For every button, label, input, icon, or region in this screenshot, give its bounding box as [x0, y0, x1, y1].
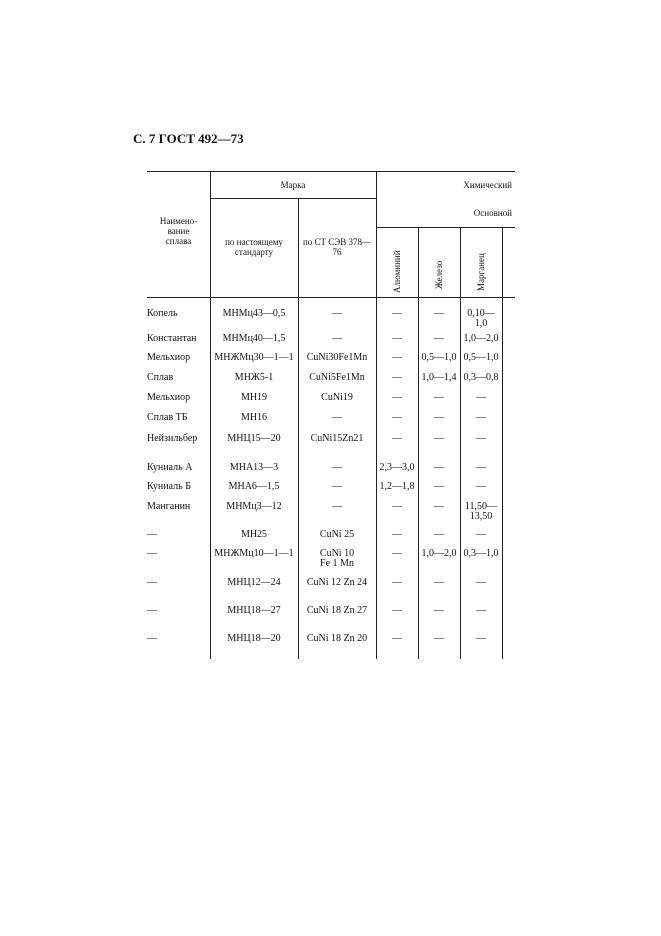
alloy-grade: МН25 — [240, 529, 268, 540]
header-name-line-3: сплава — [165, 236, 192, 246]
basic-rule — [376, 227, 515, 228]
body-rule-1 — [210, 297, 211, 659]
header-name-line-2: вание — [167, 226, 190, 236]
sev-grade: CuNi5Fe1Mn — [309, 372, 365, 383]
body-rule-6 — [502, 297, 503, 659]
sev-grade — [298, 549, 376, 569]
alloy-grade: МН16 — [240, 412, 268, 423]
header-chemical: Химический — [463, 180, 512, 190]
header-current-std — [210, 237, 298, 257]
header-name-line-1: Наимено- — [159, 216, 198, 226]
alloy-name: Куниаль А — [147, 462, 193, 473]
alloy-grade: МНЦ15—20 — [227, 433, 281, 444]
iron-value: 1,0—1,4 — [421, 372, 457, 383]
alloy-grade: МНЦ12—24 — [227, 577, 281, 588]
header-iron: Железо — [434, 260, 444, 289]
page-header: С. 7 ГОСТ 492—73 — [133, 131, 244, 146]
header-marka: Марка — [280, 180, 306, 190]
alloy-grade: МНЦ18—27 — [227, 605, 281, 616]
iron-value: — — [434, 633, 444, 644]
sev-grade: — — [332, 462, 342, 473]
iron-value: — — [434, 433, 444, 444]
sev-grade: CuNi30Fe1Mn — [306, 352, 368, 363]
body-rule-3 — [376, 297, 377, 659]
manganese-line-2: 1,0 — [474, 318, 488, 329]
manganese-value — [460, 502, 502, 522]
iron-value: — — [434, 333, 444, 344]
sev-grade: CuNi 18 Zn 27 — [306, 605, 368, 616]
table-top-rule — [147, 171, 515, 172]
alloy-grade: МНЖМц10—1—1 — [214, 548, 294, 559]
alloy-grade: МН19 — [240, 392, 268, 403]
manganese-value: 0,3—1,0 — [463, 548, 499, 559]
alloy-grade: МНЖМц30—1—1 — [214, 352, 294, 363]
alloy-name: Сплав — [147, 372, 174, 383]
sev-grade-line-1: CuNi 10 — [319, 548, 355, 559]
iron-value: — — [434, 501, 444, 512]
manganese-value: — — [476, 605, 486, 616]
alloy-grade: МНА6—1,5 — [228, 481, 280, 492]
iron-value: — — [434, 392, 444, 403]
header-st-sev — [298, 237, 376, 257]
aluminium-value: — — [392, 352, 402, 363]
iron-value: 0,5—1,0 — [421, 352, 457, 363]
aluminium-value: 1,2—1,8 — [379, 481, 415, 492]
aluminium-value: 2,3—3,0 — [379, 462, 415, 473]
sev-grade: CuNi15Zn21 — [310, 433, 364, 444]
manganese-value: — — [476, 433, 486, 444]
alloy-name: Константан — [147, 333, 197, 344]
alloy-grade: МНА13—3 — [229, 462, 279, 473]
chem-col-rule — [376, 171, 377, 297]
manganese-value: 0,3—0,8 — [463, 372, 499, 383]
iron-value: — — [434, 412, 444, 423]
header-name — [147, 216, 210, 246]
aluminium-value: — — [392, 333, 402, 344]
aluminium-value: — — [392, 548, 402, 559]
alloy-name: Мельхиор — [147, 352, 191, 363]
aluminium-value: — — [392, 308, 402, 319]
manganese-value: 1,0—2,0 — [463, 333, 499, 344]
marka-rule — [210, 198, 376, 199]
aluminium-value: — — [392, 433, 402, 444]
alloy-grade: МНЦ18—20 — [227, 633, 281, 644]
body-rule-2 — [298, 297, 299, 659]
aluminium-value: — — [392, 605, 402, 616]
alloy-name: Мельхиор — [147, 392, 191, 403]
aluminium-value: — — [392, 412, 402, 423]
header-current-std-line-2: стандарту — [234, 247, 274, 257]
header-manganese: Марганец — [476, 253, 486, 291]
header-basic: Основной — [473, 208, 512, 218]
iron-value: — — [434, 481, 444, 492]
manganese-line-2: 13,50 — [469, 511, 493, 522]
alloy-name: — — [147, 577, 157, 588]
al-col-rule — [418, 227, 419, 297]
manganese-line-1: 11,50— — [464, 501, 498, 512]
sev-grade: — — [332, 501, 342, 512]
iron-value: — — [434, 577, 444, 588]
sev-grade: — — [332, 308, 342, 319]
alloy-name: Копель — [147, 308, 178, 319]
alloy-grade: МНМц3—12 — [226, 501, 282, 512]
manganese-value: — — [476, 529, 486, 540]
alloy-grade: МНЖ5-1 — [234, 372, 274, 383]
manganese-value: — — [476, 462, 486, 473]
aluminium-value: — — [392, 633, 402, 644]
sev-grade: CuNi 12 Zn 24 — [306, 577, 368, 588]
alloy-name: Сплав ТБ — [147, 412, 188, 423]
body-rule-4 — [418, 297, 419, 659]
sev-grade-line-2: Fe 1 Mn — [320, 558, 354, 569]
manganese-value: 0,5—1,0 — [463, 352, 499, 363]
sev-grade: CuNi 18 Zn 20 — [306, 633, 368, 644]
alloy-name: Манганин — [147, 501, 191, 512]
alloy-name: — — [147, 605, 157, 616]
header-st-sev-line-1: по СТ СЭВ 378— — [302, 237, 371, 247]
manganese-value: — — [476, 392, 486, 403]
manganese-value: — — [476, 577, 486, 588]
alloy-name: Куниаль Б — [147, 481, 191, 492]
sev-grade: CuNi19 — [321, 392, 353, 403]
header-aluminium: Алюминий — [392, 250, 402, 293]
sev-grade: — — [332, 333, 342, 344]
fe-col-rule — [460, 227, 461, 297]
alloy-grade: МНМц40—1,5 — [222, 333, 286, 344]
iron-value: — — [434, 605, 444, 616]
manganese-value: — — [476, 412, 486, 423]
sev-grade: — — [332, 412, 342, 423]
alloy-grade: МНМц43—0,5 — [222, 308, 286, 319]
iron-value: 1,0—2,0 — [421, 548, 457, 559]
aluminium-value: — — [392, 501, 402, 512]
mn-col-rule — [502, 227, 503, 297]
aluminium-value: — — [392, 529, 402, 540]
header-current-std-line-1: по настоящему — [225, 237, 283, 247]
alloy-name: — — [147, 633, 157, 644]
alloy-name: — — [147, 529, 157, 540]
header-st-sev-line-2: 76 — [332, 247, 342, 257]
iron-value: — — [434, 308, 444, 319]
manganese-value: — — [476, 481, 486, 492]
manganese-value: — — [476, 633, 486, 644]
alloy-name: — — [147, 548, 157, 559]
aluminium-value: — — [392, 577, 402, 588]
iron-value: — — [434, 529, 444, 540]
alloy-name: Нейзильбер — [147, 433, 198, 444]
aluminium-value: — — [392, 392, 402, 403]
manganese-line-1: 0,10— — [467, 308, 495, 319]
iron-value: — — [434, 462, 444, 473]
aluminium-value: — — [392, 372, 402, 383]
manganese-value — [460, 309, 502, 329]
sev-grade: CuNi 25 — [319, 529, 355, 540]
body-rule-5 — [460, 297, 461, 659]
sev-grade: — — [332, 481, 342, 492]
